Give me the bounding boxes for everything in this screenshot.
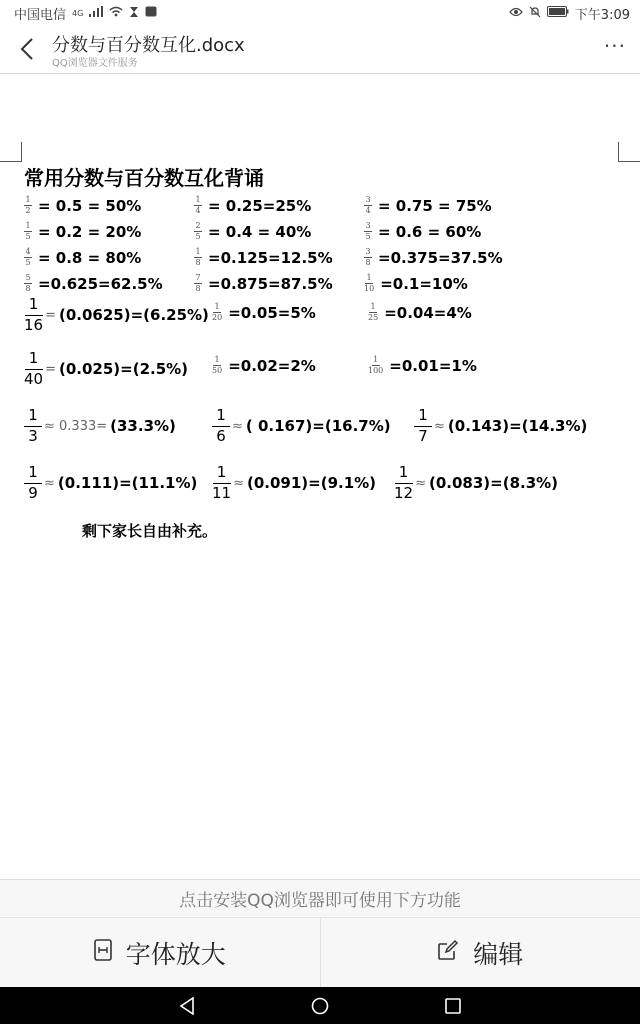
denominator: 5 xyxy=(25,258,31,267)
equivalence-text: =0.05=5% xyxy=(228,303,316,322)
hourglass-icon xyxy=(129,6,139,21)
operator: ≈ 0.333= xyxy=(44,418,108,434)
network-type-label: 4G xyxy=(72,8,84,18)
fraction-entry xyxy=(368,356,477,375)
fraction-entry xyxy=(212,408,391,445)
denominator: 8 xyxy=(365,258,371,267)
denominator: 5 xyxy=(25,232,31,241)
document-title: 分数与百分数互化.docx xyxy=(52,35,245,56)
denominator: 12 xyxy=(394,483,414,502)
fraction-entry xyxy=(364,274,468,293)
numerator: 5 xyxy=(25,273,31,282)
fraction xyxy=(24,465,42,502)
equivalence-text: = 0.2 = 20% xyxy=(38,222,142,241)
numerator: 2 xyxy=(195,221,201,230)
page-corner-mark-right xyxy=(618,142,640,162)
fraction-entry xyxy=(24,465,197,502)
document-subtitle: QQ浏览器文件服务 xyxy=(52,58,138,69)
fraction-entry xyxy=(212,465,376,502)
fraction xyxy=(368,303,378,322)
status-left xyxy=(14,4,157,23)
document-viewer[interactable] xyxy=(0,75,640,879)
equivalence-text: =0.125=12.5% xyxy=(208,248,333,267)
denominator: 100 xyxy=(368,366,384,375)
equivalence-text: (0.091)=(9.1%) xyxy=(247,474,377,493)
fraction-entry xyxy=(24,196,141,215)
fraction xyxy=(212,465,231,502)
numerator: 1 xyxy=(195,247,201,256)
signal-icon xyxy=(89,6,103,20)
numerator: 1 xyxy=(398,463,409,481)
denominator: 11 xyxy=(212,483,232,502)
fraction xyxy=(364,248,372,267)
fraction xyxy=(194,248,202,267)
operator: ≈ xyxy=(232,418,243,434)
fraction xyxy=(212,408,230,445)
equivalence-text: = 0.8 = 80% xyxy=(38,248,142,267)
operator: ≈ xyxy=(434,418,445,434)
nav-back-button[interactable] xyxy=(167,987,207,1024)
equivalence-text: (33.3%) xyxy=(110,417,176,436)
numerator: 4 xyxy=(25,247,31,256)
fraction xyxy=(194,222,202,241)
fraction xyxy=(24,351,43,388)
equivalence-text: (0.143)=(14.3%) xyxy=(447,417,588,436)
numerator: 7 xyxy=(195,273,201,282)
fraction xyxy=(24,222,32,241)
denominator: 8 xyxy=(25,284,31,293)
fraction xyxy=(24,274,32,293)
fraction xyxy=(24,196,32,215)
numerator: 1 xyxy=(214,355,220,364)
system-navigation-bar xyxy=(0,987,640,1024)
fraction-entry xyxy=(212,303,316,322)
more-options-button[interactable]: ··· xyxy=(603,34,626,58)
denominator: 20 xyxy=(212,313,223,322)
equivalence-text: = 0.75 = 75% xyxy=(378,196,492,215)
fraction-entry xyxy=(394,465,558,502)
equivalence-text: (0.025)=(2.5%) xyxy=(59,360,189,379)
battery-icon xyxy=(547,6,569,20)
operator: = xyxy=(45,361,56,377)
font-zoom-button[interactable] xyxy=(0,918,320,987)
edit-icon xyxy=(437,938,459,967)
numerator: 1 xyxy=(214,302,220,311)
equivalence-text: (0.083)=(8.3%) xyxy=(429,474,559,493)
numerator: 3 xyxy=(365,247,371,256)
equivalence-text: =0.1=10% xyxy=(380,274,468,293)
denominator: 6 xyxy=(216,426,226,445)
equivalence-text: (0.111)=(11.1%) xyxy=(57,474,198,493)
status-bar xyxy=(0,0,640,26)
equivalence-text: ( 0.167)=(16.7%) xyxy=(245,417,391,436)
equivalence-text: = 0.6 = 60% xyxy=(378,222,482,241)
square-recents-icon xyxy=(445,998,461,1014)
fraction xyxy=(24,248,32,267)
denominator: 3 xyxy=(28,426,38,445)
fraction xyxy=(212,303,222,322)
fraction xyxy=(212,356,222,375)
fraction xyxy=(24,408,42,445)
denominator: 5 xyxy=(365,232,371,241)
denominator: 4 xyxy=(365,206,371,215)
denominator: 8 xyxy=(195,284,201,293)
fraction-entry xyxy=(24,297,209,334)
numerator: 1 xyxy=(28,463,38,481)
equivalence-text: =0.375=37.5% xyxy=(378,248,503,267)
fraction-entry xyxy=(24,274,163,293)
fraction xyxy=(364,222,372,241)
equivalence-text: = 0.4 = 40% xyxy=(208,222,312,241)
document-heading: 常用分数与百分数互化背诵 xyxy=(24,166,264,190)
numerator: 1 xyxy=(216,406,226,424)
equivalence-text: =0.04=4% xyxy=(384,303,472,322)
denominator: 8 xyxy=(195,258,201,267)
edit-label: 编辑 xyxy=(473,939,524,969)
fraction-entry xyxy=(24,351,188,388)
equivalence-text: =0.875=87.5% xyxy=(208,274,333,293)
numerator: 1 xyxy=(28,295,39,313)
circle-home-icon xyxy=(311,997,329,1015)
numerator: 1 xyxy=(366,273,372,282)
font-zoom-label: 字体放大 xyxy=(125,939,226,969)
denominator: 10 xyxy=(364,284,375,293)
nav-home-button[interactable] xyxy=(300,987,340,1024)
equivalence-text: =0.01=1% xyxy=(389,356,477,375)
operator: ≈ xyxy=(415,475,426,491)
numerator: 3 xyxy=(365,221,371,230)
fraction xyxy=(394,465,413,502)
numerator: 1 xyxy=(418,406,428,424)
nav-recents-button[interactable] xyxy=(433,987,473,1024)
equivalence-text: =0.625=62.5% xyxy=(38,274,163,293)
fraction-entry xyxy=(24,222,141,241)
install-hint-banner[interactable]: 点击安装QQ浏览器即可使用下方功能 xyxy=(0,879,640,917)
numerator: 1 xyxy=(373,355,379,364)
fraction-entry xyxy=(364,222,481,241)
fraction xyxy=(24,297,43,334)
denominator: 25 xyxy=(368,313,379,322)
numerator: 3 xyxy=(365,195,371,204)
denominator: 5 xyxy=(195,232,201,241)
clock-label: 下午3:09 xyxy=(574,7,630,23)
page-corner-mark-left xyxy=(0,142,22,162)
fraction-entry xyxy=(194,222,311,241)
fraction xyxy=(414,408,432,445)
fraction xyxy=(364,274,374,293)
fraction xyxy=(368,356,383,375)
fraction xyxy=(364,196,372,215)
font-zoom-icon xyxy=(94,938,112,967)
fraction xyxy=(194,196,202,215)
denominator: 2 xyxy=(25,206,31,215)
wifi-icon xyxy=(109,6,123,20)
operator: ≈ xyxy=(233,475,244,491)
mute-bell-icon xyxy=(529,6,541,21)
carrier-label: 中国电信 xyxy=(14,7,67,23)
fraction-entry xyxy=(212,356,316,375)
operator: = xyxy=(45,307,56,323)
numerator: 1 xyxy=(28,349,39,367)
fraction-entry xyxy=(368,303,472,322)
numerator: 1 xyxy=(216,463,227,481)
status-right xyxy=(509,4,630,23)
equivalence-text: =0.02=2% xyxy=(228,356,316,375)
numerator: 1 xyxy=(195,195,201,204)
triangle-back-icon xyxy=(179,997,195,1015)
numerator: 1 xyxy=(25,221,31,230)
fraction-entry xyxy=(194,248,333,267)
numerator: 1 xyxy=(25,195,31,204)
edit-button[interactable] xyxy=(320,918,640,987)
fraction-entry xyxy=(194,196,311,215)
denominator: 4 xyxy=(195,206,201,215)
numerator: 1 xyxy=(370,302,376,311)
document-footnote: 剩下家长自由补充。 xyxy=(82,522,218,540)
fraction-entry xyxy=(364,196,492,215)
fraction-entry xyxy=(24,248,141,267)
operator: ≈ xyxy=(44,475,55,491)
eye-comfort-icon xyxy=(509,6,523,20)
fraction-entry xyxy=(194,274,333,293)
equivalence-text: = 0.5 = 50% xyxy=(38,196,142,215)
denominator: 7 xyxy=(418,426,428,445)
back-button[interactable] xyxy=(12,34,42,64)
fraction xyxy=(194,274,202,293)
message-icon xyxy=(145,6,157,20)
fraction-entry xyxy=(364,248,503,267)
fraction-entry xyxy=(414,408,587,445)
fraction-entry xyxy=(24,408,176,445)
app-header xyxy=(0,26,640,74)
numerator: 1 xyxy=(28,406,38,424)
equivalence-text: = 0.25=25% xyxy=(208,196,312,215)
chevron-left-icon xyxy=(20,38,34,60)
equivalence-text: (0.0625)=(6.25%) xyxy=(59,306,209,325)
denominator: 40 xyxy=(24,369,44,388)
denominator: 50 xyxy=(212,366,223,375)
denominator: 9 xyxy=(28,483,38,502)
bottom-toolbar xyxy=(0,917,640,987)
denominator: 16 xyxy=(24,315,44,334)
